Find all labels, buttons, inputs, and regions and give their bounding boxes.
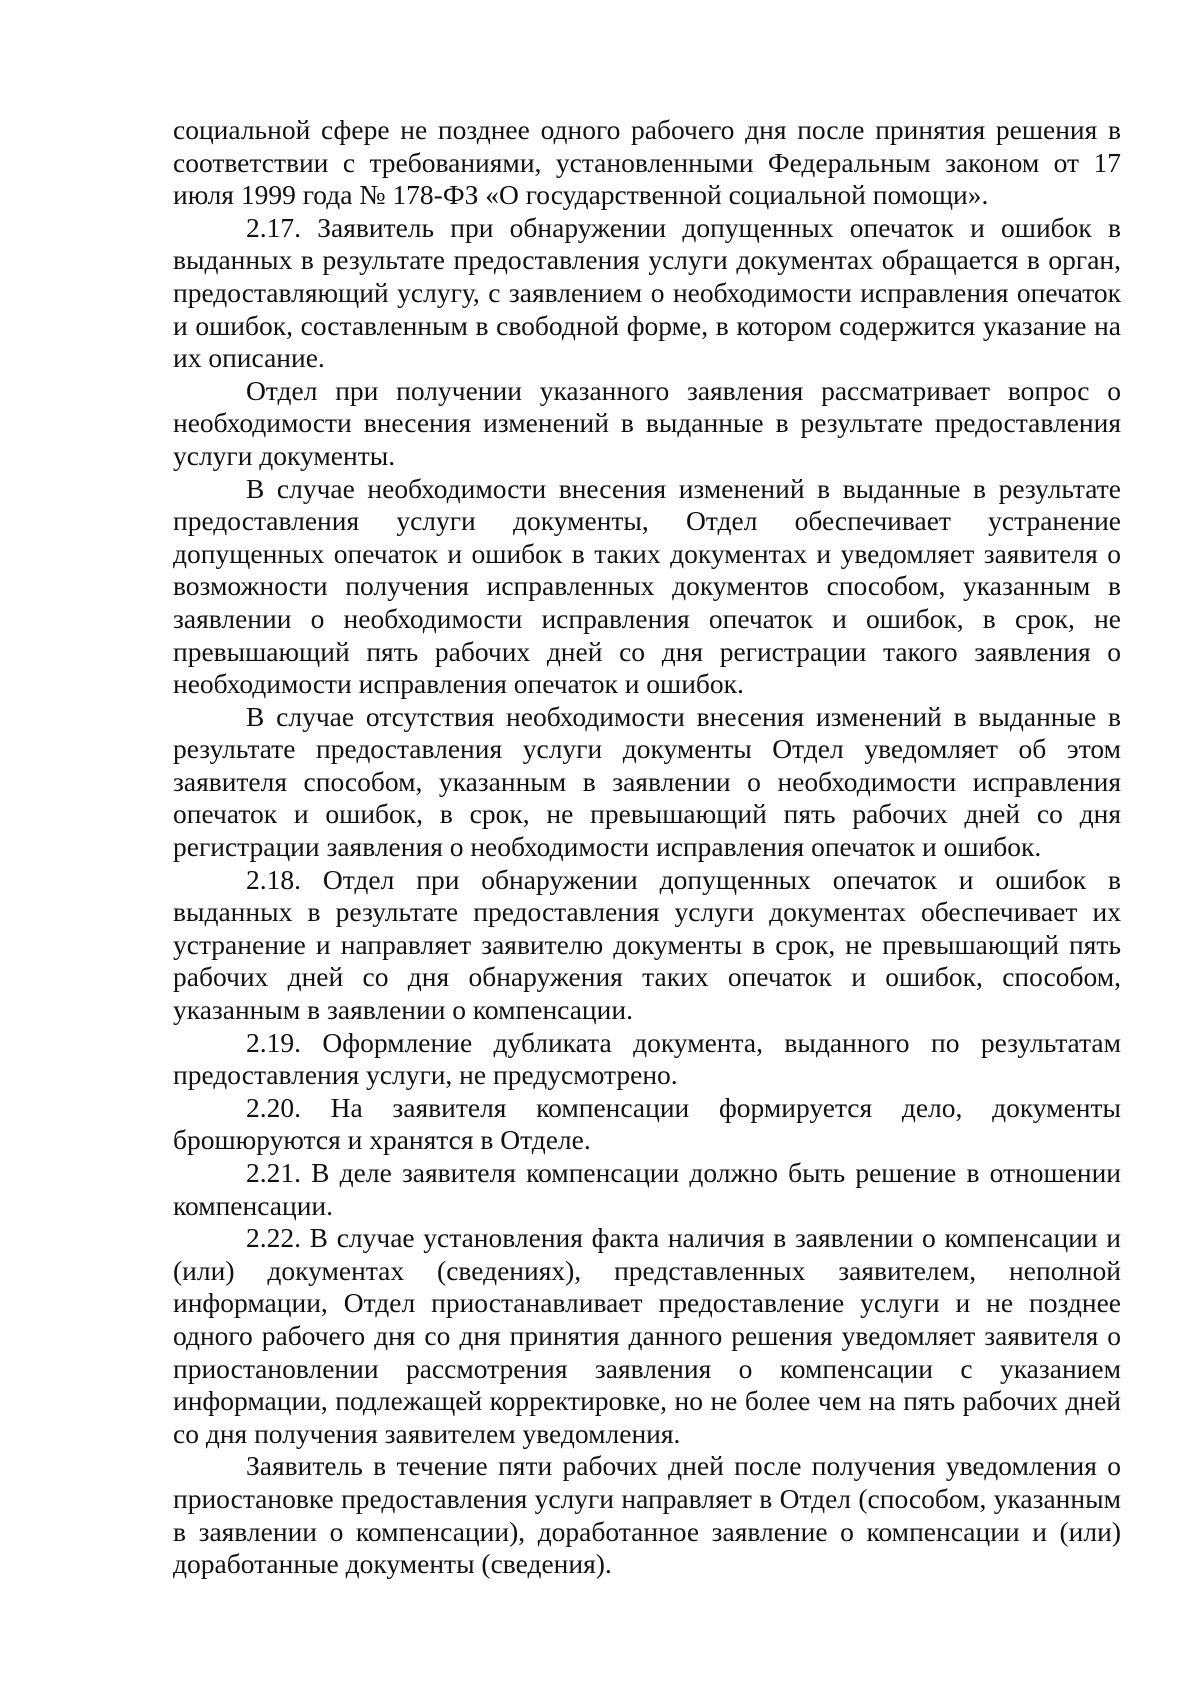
paragraph-2-19: 2.19. Оформление дубликата документа, выданного по результатам предоставления услуги, не предусмотрено. [173,1026,1121,1091]
paragraph-continuation: социальной сфере не позднее одного рабочего дня после принятия решения в соответствии с требованиями, установленными Федеральным законом от 17 июля 1999 года № 178-ФЗ «О государственной социальной помощи». [173,114,1121,211]
paragraph-2-22: 2.22. В случае установления факта наличия в заявлении о компенсации и (или) документах (сведениях), представленных заявителем, неполной информации, Отдел приостанавливает предоставление услуги и не позднее одного рабочего дня со дня принятия данного решения уведомляет заявителя о приостановлении рассмотрения заявления о компенсации с указанием информации, подлежащей корректировке, но не более чем на пять рабочих дней со дня получения заявителем уведомления. [173,1222,1121,1449]
paragraph-2-20: 2.20. На заявителя компенсации формируется дело, документы брошюруются и хранятся в Отделе. [173,1091,1121,1156]
paragraph-applicant-resubmit: Заявитель в течение пяти рабочих дней после получения уведомления о приостановке предоставления услуги направляет в Отдел (способом, указанным в заявлении о компенсации), доработанное заявление о компенсации и (или) доработанные документы (сведения). [173,1450,1121,1580]
paragraph-need-changes: В случае необходимости внесения изменений в выданные в результате предоставления услуги документы, Отдел обеспечивает устранение допущенных опечаток и ошибок в таких документах и уведомляет заявителя о возможности получения исправленных документов способом, указанным в заявлении о необходимости исправления опечаток и ошибок, в срок, не превышающий пять рабочих дней со дня регистрации такого заявления о необходимости исправления опечаток и ошибок. [173,472,1121,700]
document-body [173,114,1121,1581]
paragraph-no-changes: В случае отсутствия необходимости внесения изменений в выданные в результате предоставления услуги документы Отдел уведомляет об этом заявителя способом, указанным в заявлении о необходимости исправления опечаток и ошибок, в срок, не превышающий пять рабочих дней со дня регистрации заявления о необходимости исправления опечаток и ошибок. [173,700,1121,863]
paragraph-otdel-review: Отдел при получении указанного заявления рассматривает вопрос о необходимости внесения изменений в выданные в результате предоставления услуги документы. [173,374,1121,471]
paragraph-2-18: 2.18. Отдел при обнаружении допущенных опечаток и ошибок в выданных в результате предоставления услуги документах обеспечивает их устранение и направляет заявителю документы в срок, не превышающий пять рабочих дней со дня обнаружения таких опечаток и ошибок, способом, указанным в заявлении о компенсации. [173,863,1121,1026]
paragraph-2-21: 2.21. В деле заявителя компенсации должно быть решение в отношении компенсации. [173,1157,1121,1221]
paragraph-2-17: 2.17. Заявитель при обнаружении допущенных опечаток и ошибок в выданных в результате предоставления услуги документах обращается в орган, предоставляющий услугу, с заявлением о необходимости исправления опечаток и ошибок, составленным в свободной форме, в котором содержится указание на их описание. [173,211,1121,374]
